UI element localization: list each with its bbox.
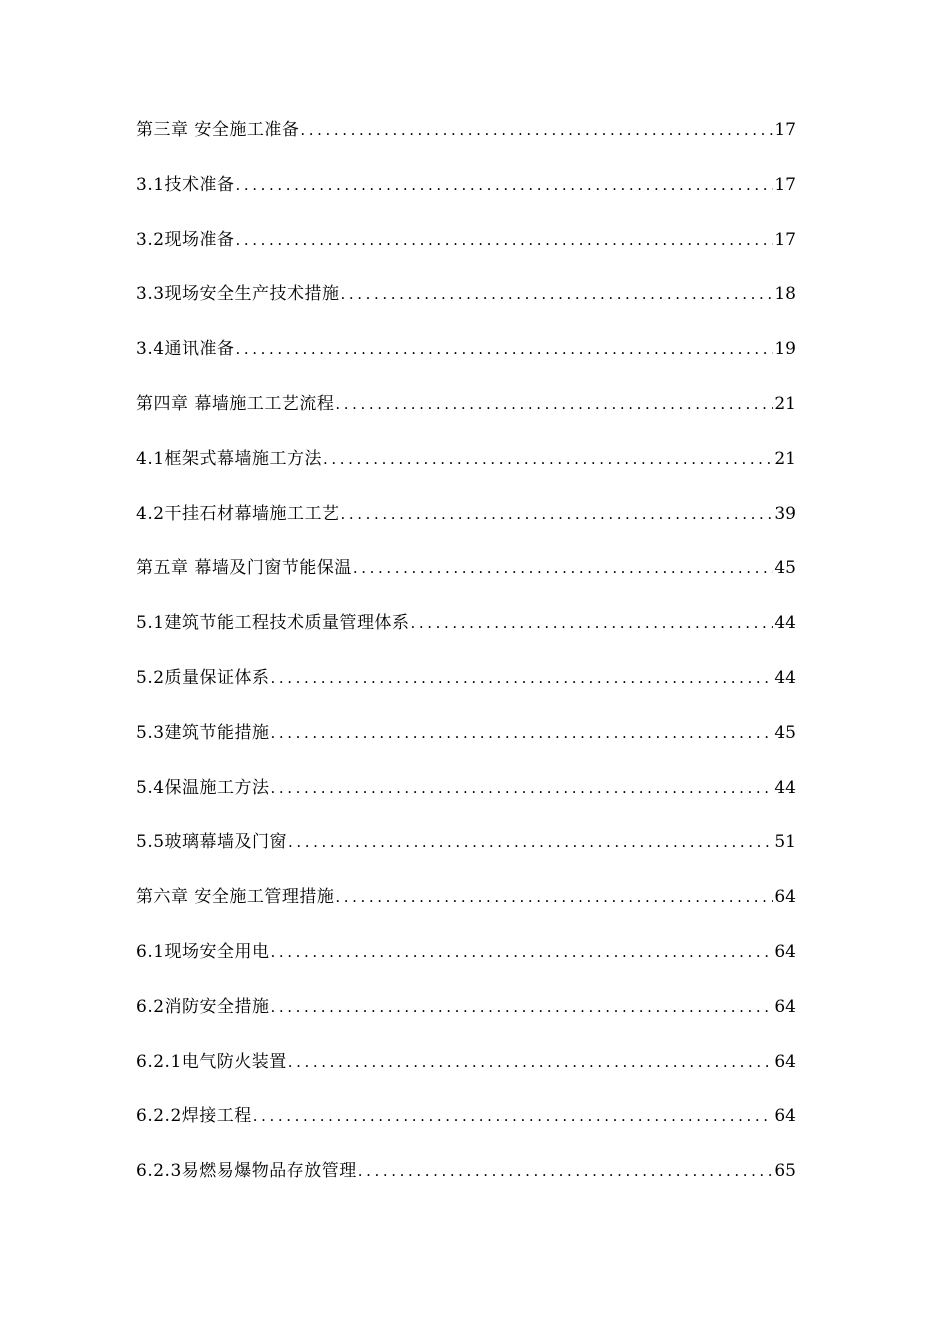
- dot-leader: [236, 225, 774, 255]
- toc-entry-5-5[interactable]: [136, 827, 796, 882]
- dot-leader: [358, 1156, 774, 1186]
- toc-entry-page: 21: [774, 448, 796, 469]
- dot-leader: [323, 444, 773, 474]
- toc-entry-chapter-5[interactable]: [136, 553, 796, 608]
- dot-leader: [288, 1047, 774, 1077]
- toc-entry-title: 5.2质量保证体系: [136, 667, 270, 688]
- toc-entry-page: 19: [774, 339, 796, 360]
- toc-entry-page: 45: [774, 558, 796, 579]
- toc-entry-title: 6.1现场安全用电: [136, 941, 270, 962]
- toc-entry-title: 3.3现场安全生产技术措施: [136, 284, 340, 305]
- dot-leader: [411, 608, 774, 638]
- toc-entry-chapter-4[interactable]: [136, 389, 796, 444]
- toc-entry-page: 64: [774, 941, 796, 962]
- dot-leader: [236, 170, 774, 200]
- toc-entry-3-1[interactable]: [136, 170, 796, 225]
- toc-entry-title: 5.5玻璃幕墙及门窗: [136, 832, 288, 853]
- toc-entry-page: 17: [774, 120, 796, 140]
- toc-entry-page: 64: [774, 887, 796, 908]
- toc-entry-page: 64: [774, 1051, 796, 1072]
- toc-entry-page: 44: [774, 613, 796, 634]
- toc-entry-6-2-3[interactable]: [136, 1156, 796, 1211]
- toc-entry-5-3[interactable]: [136, 718, 796, 773]
- toc-entry-page: 39: [774, 503, 796, 524]
- dot-leader: [271, 937, 774, 967]
- toc-entry-page: 65: [774, 1161, 796, 1182]
- toc-entry-page: 45: [774, 722, 796, 743]
- toc-entry-title: 第四章 幕墙施工工艺流程: [136, 393, 335, 414]
- toc-entry-chapter-6[interactable]: [136, 882, 796, 937]
- toc-entry-title: 6.2.1电气防火装置: [136, 1051, 287, 1072]
- toc-entry-5-1[interactable]: [136, 608, 796, 663]
- dot-leader: [335, 389, 773, 419]
- dot-leader: [288, 827, 773, 857]
- toc-entry-3-4[interactable]: [136, 334, 796, 389]
- toc-entry-title: 6.2消防安全措施: [136, 996, 270, 1017]
- toc-entry-4-1[interactable]: [136, 444, 796, 499]
- toc-entry-title: 5.4保温施工方法: [136, 777, 270, 798]
- toc-entry-6-2-1[interactable]: [136, 1047, 796, 1102]
- toc-entry-3-3[interactable]: [136, 279, 796, 334]
- dot-leader: [236, 334, 774, 364]
- toc-entry-title: 4.2干挂石材幕墙施工工艺: [136, 503, 340, 524]
- dot-leader: [300, 115, 773, 145]
- toc-entry-title: 3.2现场准备: [136, 229, 235, 250]
- toc-entry-5-4[interactable]: [136, 773, 796, 828]
- toc-entry-5-2[interactable]: [136, 663, 796, 718]
- toc-entry-6-2-2[interactable]: [136, 1101, 796, 1156]
- toc-entry-title: 3.1技术准备: [136, 174, 235, 195]
- toc-entry-page: 17: [774, 174, 796, 195]
- toc-entry-title: 第五章 幕墙及门窗节能保温: [136, 558, 352, 579]
- dot-leader: [341, 279, 774, 309]
- toc-entry-4-2[interactable]: [136, 499, 796, 554]
- toc-entry-6-2[interactable]: [136, 992, 796, 1047]
- dot-leader: [335, 882, 773, 912]
- toc-entry-page: 44: [774, 667, 796, 688]
- dot-leader: [341, 499, 774, 529]
- dot-leader: [271, 663, 774, 693]
- toc-entry-page: 17: [774, 229, 796, 250]
- toc-entry-chapter-3[interactable]: [136, 115, 796, 170]
- dot-leader: [353, 553, 773, 583]
- toc-entry-page: 64: [774, 996, 796, 1017]
- toc-entry-title: 6.2.3易燃易爆物品存放管理: [136, 1161, 357, 1182]
- toc-entry-title: 第三章 安全施工准备: [136, 120, 300, 140]
- toc-entry-6-1[interactable]: [136, 937, 796, 992]
- toc-entry-title: 3.4通讯准备: [136, 339, 235, 360]
- toc-entry-page: 21: [774, 393, 796, 414]
- toc-entry-page: 18: [774, 284, 796, 305]
- toc-entry-title: 6.2.2焊接工程: [136, 1106, 252, 1127]
- dot-leader: [271, 992, 774, 1022]
- toc-entry-page: 64: [774, 1106, 796, 1127]
- toc-entry-page: 44: [774, 777, 796, 798]
- toc-entry-page: 51: [774, 832, 796, 853]
- table-of-contents: [136, 115, 796, 1211]
- toc-entry-title: 第六章 安全施工管理措施: [136, 887, 335, 908]
- dot-leader: [271, 773, 774, 803]
- dot-leader: [271, 718, 774, 748]
- toc-entry-3-2[interactable]: [136, 225, 796, 280]
- toc-entry-title: 4.1框架式幕墙施工方法: [136, 448, 323, 469]
- toc-entry-title: 5.1建筑节能工程技术质量管理体系: [136, 613, 410, 634]
- dot-leader: [253, 1101, 774, 1131]
- toc-entry-title: 5.3建筑节能措施: [136, 722, 270, 743]
